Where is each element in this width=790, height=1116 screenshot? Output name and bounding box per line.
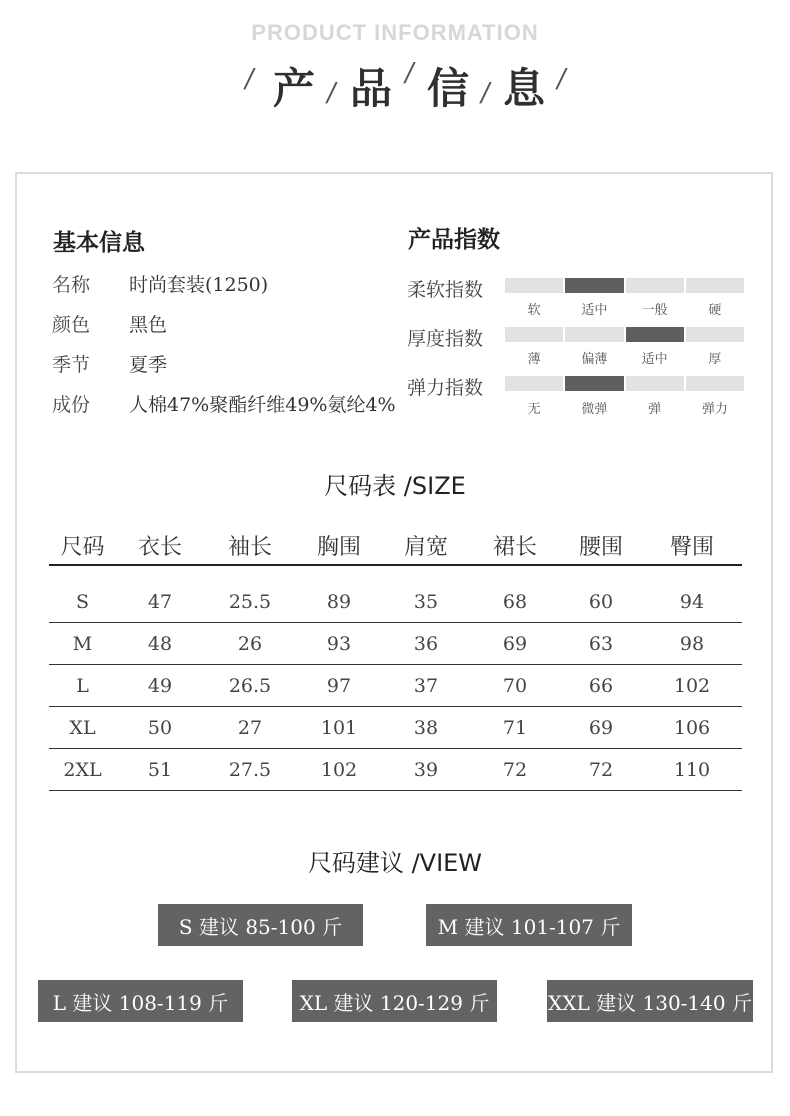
table-cell: 26 [237, 632, 263, 655]
table-row [49, 623, 742, 665]
table-cell: 69 [588, 716, 614, 739]
size-label-cell: L [76, 674, 89, 697]
table-cell: 69 [502, 632, 528, 655]
table-cell: 94 [679, 590, 705, 613]
product-index-title: 产品指数 [408, 227, 500, 253]
column-header: 衣长 [137, 534, 182, 560]
table-cell: 102 [673, 674, 711, 697]
index-label-softness: 柔软指数 [407, 279, 484, 301]
index-options-softness [505, 299, 744, 318]
header-divider: / [242, 64, 257, 94]
column-header: 胸围 [316, 534, 361, 560]
table-cell: 89 [326, 590, 352, 613]
index-option: 一般 [641, 303, 668, 318]
info-value: 黑色 [129, 314, 168, 336]
table-cell: 98 [679, 632, 705, 655]
table-cell: 66 [588, 674, 614, 697]
index-option: 适中 [581, 303, 608, 318]
info-value: 夏季 [129, 354, 168, 376]
table-cell: 72 [502, 758, 528, 781]
index-options-thickness [505, 348, 744, 367]
index-bar-elasticity [505, 376, 744, 391]
index-bar-thickness [505, 327, 744, 342]
header-char: 品 [350, 64, 393, 113]
index-option: 适中 [641, 352, 668, 367]
info-key: 成份 [52, 394, 91, 416]
table-cell: 50 [147, 716, 173, 739]
table-cell: 110 [673, 758, 711, 781]
table-cell: 60 [588, 590, 614, 613]
index-options-elasticity [505, 398, 744, 417]
index-seg [505, 376, 563, 391]
size-suggestion-s: S 建议 85-100 斤 [158, 904, 363, 946]
size-table-header [49, 526, 742, 564]
table-cell: 49 [147, 674, 173, 697]
size-table [49, 526, 742, 791]
table-cell: 68 [502, 590, 528, 613]
size-suggestion-xl: XL 建议 120-129 斤 [292, 980, 497, 1022]
index-seg-selected [565, 278, 623, 293]
info-value: 人棉47%聚酯纤维49%氨纶4% [129, 394, 396, 416]
size-suggestion-l: L 建议 108-119 斤 [38, 980, 243, 1022]
column-header: 臀围 [669, 534, 714, 560]
table-cell: 72 [588, 758, 614, 781]
header-en-title: PRODUCT INFORMATION [251, 20, 539, 45]
table-cell: 71 [502, 716, 528, 739]
header-char: 产 [273, 64, 316, 113]
header-divider: / [324, 78, 339, 108]
table-cell: 37 [413, 674, 439, 697]
index-label-thickness: 厚度指数 [407, 328, 484, 350]
index-option: 弹力 [701, 402, 728, 417]
index-option: 薄 [527, 352, 541, 367]
info-key: 名称 [52, 274, 91, 296]
table-cell: 70 [502, 674, 528, 697]
size-label-cell: S [75, 590, 90, 613]
table-cell: 27.5 [228, 758, 272, 781]
basic-info-title: 基本信息 [53, 230, 145, 256]
size-label-cell: 2XL [63, 758, 102, 781]
table-row [49, 749, 742, 791]
table-cell: 27 [237, 716, 263, 739]
index-option: 偏薄 [581, 352, 608, 367]
table-cell: 48 [147, 632, 173, 655]
index-seg [686, 327, 744, 342]
size-label-cell: XL [69, 716, 96, 739]
table-row [49, 707, 742, 749]
info-value: 时尚套装(1250) [129, 274, 269, 296]
table-cell: 106 [673, 716, 711, 739]
index-seg [565, 327, 623, 342]
table-cell: 25.5 [228, 590, 272, 613]
info-key: 颜色 [52, 314, 91, 336]
size-table-title: 尺码表 /SIZE [324, 472, 466, 500]
table-cell: 39 [413, 758, 439, 781]
header-divider: / [554, 64, 569, 94]
index-option: 微弹 [581, 402, 608, 417]
index-label-elasticity: 弹力指数 [407, 377, 484, 399]
index-seg-selected [626, 327, 684, 342]
header-divider: / [478, 78, 493, 108]
index-seg [626, 278, 684, 293]
column-header: 腰围 [578, 534, 623, 560]
index-seg [505, 327, 563, 342]
index-seg-selected [565, 376, 623, 391]
column-header: 袖长 [227, 534, 272, 560]
column-header: 裙长 [492, 534, 537, 560]
table-row [49, 581, 742, 623]
table-cell: 47 [147, 590, 173, 613]
column-header: 肩宽 [403, 534, 448, 560]
index-option: 硬 [708, 303, 722, 318]
size-suggestion-xxl: XXL 建议 130-140 斤 [547, 980, 753, 1022]
index-seg [626, 376, 684, 391]
index-bar-softness [505, 278, 744, 293]
size-view-title: 尺码建议 /VIEW [307, 849, 483, 877]
info-key: 季节 [52, 354, 91, 376]
table-cell: 97 [326, 674, 352, 697]
index-option: 厚 [708, 352, 722, 367]
index-option: 无 [527, 402, 541, 417]
size-suggestion-m: M 建议 101-107 斤 [426, 904, 632, 946]
table-cell: 93 [326, 632, 352, 655]
index-option: 软 [527, 303, 541, 318]
table-cell: 101 [320, 716, 358, 739]
index-seg [686, 376, 744, 391]
table-cell: 38 [413, 716, 439, 739]
table-cell: 63 [588, 632, 614, 655]
header-cn-title [242, 56, 575, 116]
index-seg [505, 278, 563, 293]
table-cell: 102 [320, 758, 358, 781]
table-row [49, 665, 742, 707]
header-char: 息 [503, 64, 546, 113]
size-table-body [49, 581, 742, 791]
table-cell: 51 [147, 758, 173, 781]
size-label-cell: M [72, 632, 93, 655]
header-char: 信 [427, 64, 470, 113]
index-option: 弹 [648, 402, 662, 417]
header-divider: / [402, 58, 417, 88]
table-cell: 35 [413, 590, 439, 613]
column-header: 尺码 [60, 534, 105, 560]
table-cell: 36 [413, 632, 439, 655]
index-seg [686, 278, 744, 293]
table-cell: 26.5 [228, 674, 272, 697]
